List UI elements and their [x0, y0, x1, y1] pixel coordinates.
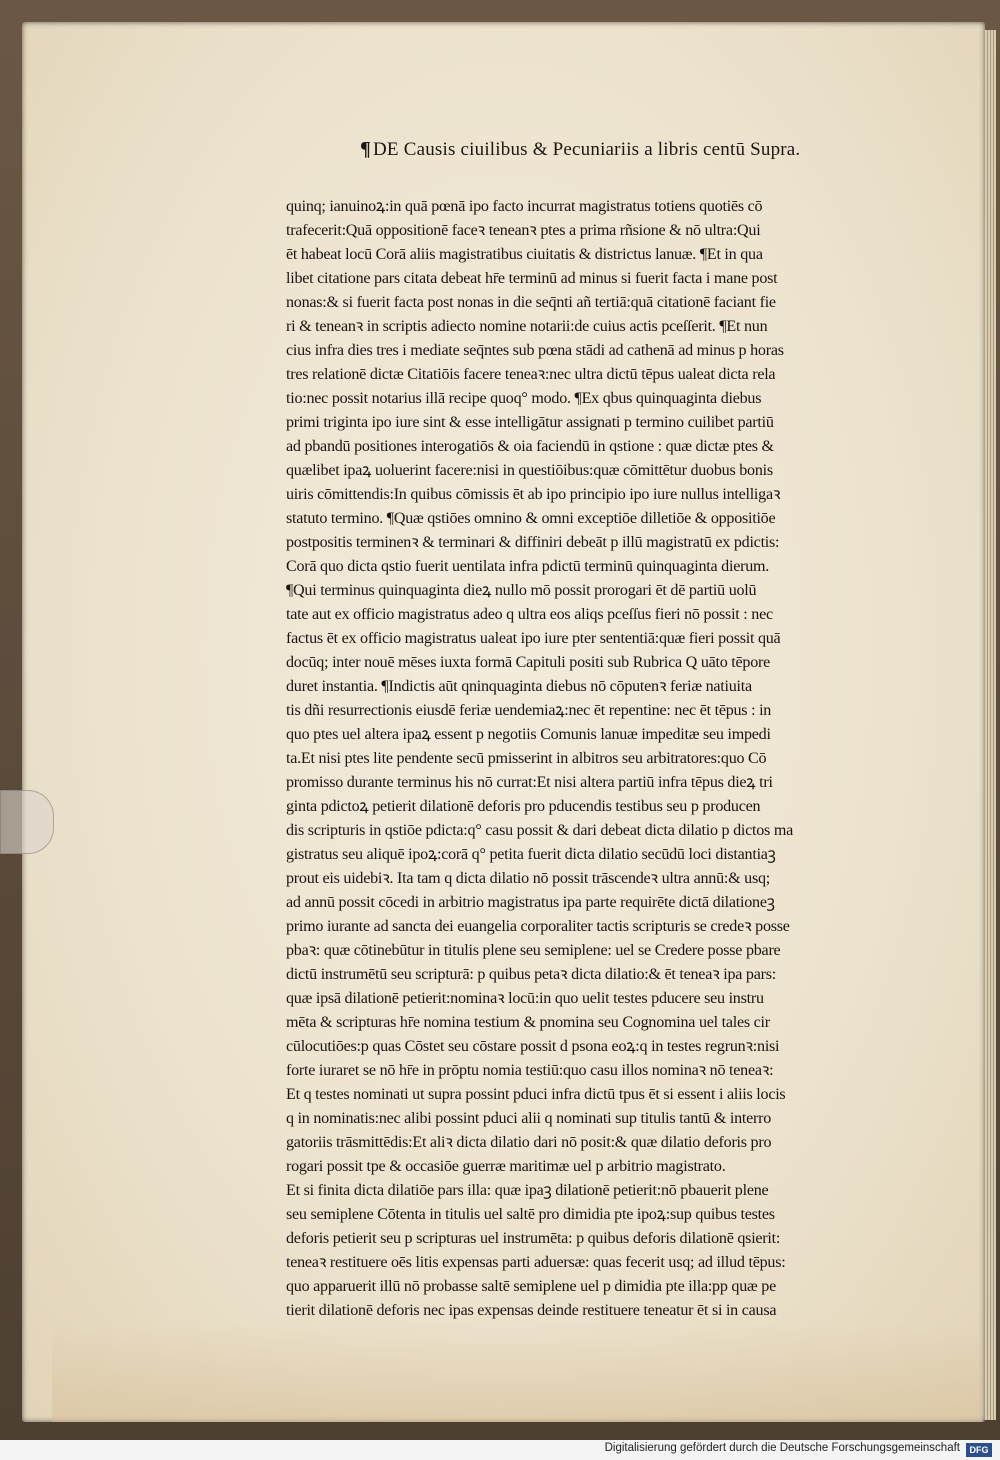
- text-line: pbaꝛ: quæ cōtinebūtur in titulis plene seu semiplene: uel se Credere posse pbare: [286, 942, 781, 959]
- text-line: primi triginta ipo iure sint & esse intelligātur assignati p termino cuilibet partiū: [286, 414, 774, 431]
- text-column: [286, 195, 870, 1323]
- heading-text: DE Causis ciuilibus & Pecuniariis a libris centū Supra.: [373, 139, 801, 160]
- text-line: teneaꝛ restituere oēs litis expensas parti aduersæ: quas fecerit usq; ad illud tēpus:: [286, 1254, 786, 1271]
- text-line: forte iuraret se nō hr̄e in prōptu nomia testiū:quo casu illos nominaꝛ nō teneaꝛ:: [286, 1062, 774, 1079]
- text-line: tierit dilationē deforis nec ipas expensas deinde restituere teneatur ēt si in causa: [286, 1302, 777, 1319]
- text-line: factus ēt ex officio magistratus ualeat ipo iure pter sententiā:quæ fieri possit quā: [286, 630, 781, 647]
- text-line: tate aut ex officio magistratus adeo q ultra eos aliqs pceſſus fieri nō possit : nec: [286, 606, 773, 623]
- text-line: primo iurante ad sancta dei euangelia corporaliter tactis scripturis se credeꝛ posse: [286, 918, 790, 935]
- text-line: ¶Qui terminus quinquaginta dieꝝ nullo mō possit prorogari ēt dē partiū uolū: [286, 582, 757, 599]
- text-line: ri & teneanꝛ in scriptis adiecto nomine notarii:de cuius actis pceſſerit. ¶Et nun: [286, 318, 768, 335]
- running-heading: [360, 138, 820, 161]
- text-line: dis scripturis in qstiōe pdicta:q° casu possit & dari debeat dicta dilatio p dictos ma: [286, 822, 793, 839]
- text-line: ad pbandū positiones interogatiōs & oia faciendū in qstione : quæ dictæ ptes &: [286, 438, 774, 455]
- text-line: Et q testes nominati ut supra possint pduci infra dictū tpus ēt si essent i aliis locis: [286, 1086, 786, 1103]
- text-line: postpositis terminenꝛ & terminari & diffiniri debeāt p illū magistratū ex pdictis:: [286, 534, 780, 551]
- text-line: nonas:& si fuerit facta post nonas in die seq̄nti añ tertiā:quā citationē faciant fie: [286, 294, 776, 311]
- text-line: ēt habeat locū Corā aliis magistratibus ciuitatis & districtus lanuæ. ¶Et in qua: [286, 246, 763, 263]
- text-line: quæ ipsā dilationē petierit:nominaꝛ locū:in quo uelit testes pducere seu instru: [286, 990, 764, 1007]
- text-line: seu semiplene Cōtenta in titulis uel saltē pro dimidia pte ipoꝝ:sup quibus testes: [286, 1206, 775, 1223]
- text-line: q in nominatis:nec alibi possint pduci alii q nominati sup titulis tantū & interro: [286, 1110, 772, 1127]
- text-line: deforis petierit seu p scripturas uel instrumēta: p quibus deforis dilationē qsierit:: [286, 1230, 781, 1247]
- footer-credit: Digitalisierung gefördert durch die Deutsche Forschungsgemeinschaft: [604, 1442, 960, 1454]
- pilcrow-mark: ¶: [360, 138, 372, 160]
- text-line: promisso durante terminus his nō currat:Et nisi altera partiū infra tēpus dieꝝ tri: [286, 774, 773, 791]
- text-line: ta.Et nisi ptes lite pendente secū pmisserint in albitros seu arbitratores:quo Cō: [286, 750, 767, 767]
- page-clip: [0, 790, 54, 854]
- text-line: Corā quo dicta qstio fuerit uentilata infra pdictū terminū quinquaginta dierum.: [286, 558, 770, 575]
- text-line: gistratus seu aliquē ipoꝝ:corā q° petita fuerit dicta dilatio secūdū loci distantiaꝫ: [286, 846, 776, 863]
- text-line: prout eis uidebiꝛ. Ita tam q dicta dilatio nō possit trāscendeꝛ ultra annū:& usq;: [286, 870, 770, 887]
- text-line: quælibet ipaꝝ uoluerint facere:nisi in questiōibus:quæ cōmittētur duobus bonis: [286, 462, 773, 479]
- text-line: tio:nec possit notarius illā recipe quoq° modo. ¶Ex qbus quinquaginta diebus: [286, 390, 762, 407]
- text-line: mēta & scripturas hr̄e nomina testium & pnomina seu Cognomina uel tales cir: [286, 1014, 770, 1031]
- text-line: docūq; inter nouē mēses iuxta formā Capituli positi sub Rubrica Q uāto tēpore: [286, 654, 771, 671]
- text-line: uiris cōmittendis:In quibus cōmissis ēt ab ipo principio ipo iure nullus intelligaꝛ: [286, 486, 781, 503]
- footer-bar: [0, 1440, 1000, 1460]
- text-line: tres relationē dictæ Citatiōis facere teneaꝛ:nec ultra dictū tēpus ualeat dicta rela: [286, 366, 776, 383]
- text-line: cius infra dies tres i mediate seq̄ntes sub pœna stādi ad cathenā ad minus p horas: [286, 342, 784, 359]
- text-line: libet citatione pars citata debeat hr̄e terminū ad minus si fuerit facta i mane post: [286, 270, 778, 287]
- text-line: ginta pdictoꝝ petierit dilationē deforis pro pducendis testibus seu p producen: [286, 798, 761, 815]
- text-line: ad annū possit cōcedi in arbitrio magistratus ipa parte requirēte dictā dilationeꝫ: [286, 894, 775, 911]
- text-line: trafecerit:Quā oppositionē faceꝛ teneanꝛ ptes a prima rñsione & nō ultra:Qui: [286, 222, 761, 239]
- text-line: Et si finita dicta dilatiōe pars illa: quæ ipaꝫ dilationē petierit:nō pbauerit plene: [286, 1182, 769, 1199]
- text-line: dictū instrumētū seu scripturā: p quibus petaꝛ dicta dilatio:& ēt teneaꝛ ipa pars:: [286, 966, 776, 983]
- text-line: quinq; ianuinoꝝ:in quā pœnā ipo facto incurrat magistratus totiens quotiēs cō: [286, 198, 763, 215]
- dfg-logo: DFG: [966, 1443, 992, 1457]
- text-line: statuto termino. ¶Quæ qstiōes omnino & omni exceptiōe dilletiōe & oppositiōe: [286, 510, 776, 527]
- text-line: rogari possit tpe & occasiōe guerræ maritimæ uel p arbitrio magistrato.: [286, 1158, 726, 1175]
- text-line: duret instantia. ¶Indictis aūt qninquaginta diebus nō cōputenꝛ feriæ natiuita: [286, 678, 752, 695]
- text-line: quo ptes uel altera ipaꝝ essent p negotiis Comunis lanuæ impeditæ seu impedi: [286, 726, 771, 743]
- text-line: tis dñi resurrectionis eiusdē feriæ uendemiaꝝ:nec ēt repentine: nec ēt tēpus : in: [286, 702, 772, 719]
- text-line: gatoriis trāsmittēdis:Et aliꝛ dicta dilatio dari nō posit:& quæ dilatio deforis pro: [286, 1134, 772, 1151]
- text-line: quo apparuerit illū nō probasse saltē semiplene uel p dimidia pte illa:pp quæ pe: [286, 1278, 776, 1295]
- water-stain: [52, 1322, 982, 1422]
- text-line: cūlocutiōes:p quas Cōstet seu cōstare possit d psona eoꝝ:q in testes regrunꝛ:nisi: [286, 1038, 780, 1055]
